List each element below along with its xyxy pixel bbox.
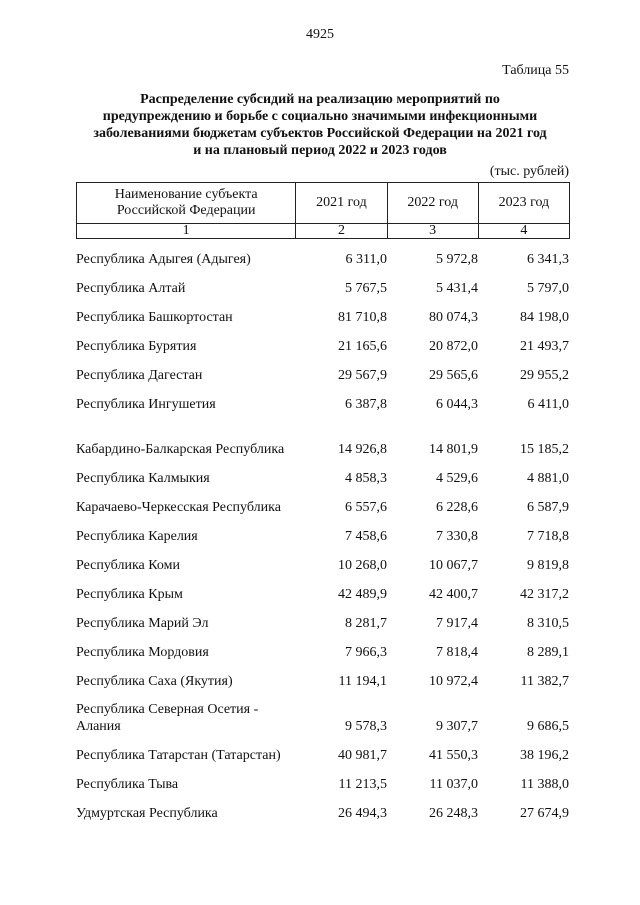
- table-row: [76, 633, 570, 662]
- value-2022: 11 037,0: [429, 777, 478, 792]
- region-name: Карачаево-Черкесская Республика: [76, 500, 281, 515]
- document-title: [70, 91, 570, 159]
- table-row: [76, 298, 570, 327]
- table-row: [76, 327, 570, 356]
- value-2023: 11 382,7: [520, 674, 569, 689]
- region-name: Республика Тыва: [76, 777, 179, 792]
- value-2021: 21 165,6: [338, 339, 387, 354]
- value-2022: 29 565,6: [429, 368, 478, 383]
- value-2022: 26 248,3: [429, 806, 478, 821]
- region-name: Республика Северная Осетия - Алания: [76, 702, 259, 734]
- value-2022: 9 307,7: [436, 719, 478, 734]
- value-2021: 11 194,1: [338, 674, 387, 689]
- value-2023: 8 289,1: [527, 645, 569, 660]
- region-name: Удмуртская Республика: [76, 806, 218, 821]
- value-2023: 7 718,8: [527, 529, 569, 544]
- table-row: [76, 575, 570, 604]
- table-row: [76, 546, 570, 575]
- value-2021: 29 567,9: [338, 368, 387, 383]
- value-2021: 6 311,0: [345, 252, 387, 267]
- value-2023: 6 341,3: [527, 252, 569, 267]
- value-2022: 10 067,7: [429, 558, 478, 573]
- value-2023: 84 198,0: [520, 310, 569, 325]
- value-2023: 4 881,0: [527, 471, 569, 486]
- value-2023: 42 317,2: [520, 587, 569, 602]
- header-row: [77, 183, 570, 224]
- region-name: Республика Марий Эл: [76, 616, 209, 631]
- value-2023: 21 493,7: [520, 339, 569, 354]
- region-name: Республика Крым: [76, 587, 183, 602]
- header-number-row: [77, 224, 570, 239]
- value-2021: 11 213,5: [338, 777, 387, 792]
- title-line: Распределение субсидий на реализацию мероприятий по: [140, 92, 500, 107]
- title-line: заболеваниями бюджетам субъектов Российской Федерации на 2021 год: [93, 126, 547, 141]
- value-2022: 7 917,4: [436, 616, 478, 631]
- value-2022: 7 330,8: [436, 529, 478, 544]
- region-name: Республика Алтай: [76, 281, 186, 296]
- table-header: [76, 182, 570, 239]
- value-2023: 8 310,5: [527, 616, 569, 631]
- region-name: Республика Саха (Якутия): [76, 674, 233, 689]
- value-2021: 8 281,7: [345, 616, 387, 631]
- header-col-number-4: 4: [478, 224, 569, 239]
- value-2021: 42 489,9: [338, 587, 387, 602]
- value-2023: 15 185,2: [520, 442, 569, 457]
- region-name: Республика Адыгея (Адыгея): [76, 252, 251, 267]
- units-label: (тыс. рублей): [489, 164, 569, 179]
- value-2023: 6 411,0: [527, 397, 569, 412]
- table-row: [76, 414, 570, 459]
- header-col-number-1: 1: [77, 224, 296, 239]
- value-2021: 7 966,3: [345, 645, 387, 660]
- header-2022: 2022 год: [387, 183, 478, 224]
- header-name-line1: Наименование субъекта: [114, 187, 258, 202]
- value-2023: 27 674,9: [520, 806, 569, 821]
- table-row: [76, 385, 570, 414]
- value-2021: 9 578,3: [345, 719, 387, 734]
- value-2022: 6 228,6: [436, 500, 478, 515]
- region-name: Республика Мордовия: [76, 645, 209, 660]
- region-name: Республика Калмыкия: [76, 471, 210, 486]
- table-row: [76, 736, 570, 765]
- value-2022: 41 550,3: [429, 748, 478, 763]
- value-2023: 9 819,8: [527, 558, 569, 573]
- value-2023: 11 388,0: [520, 777, 569, 792]
- value-2021: 5 767,5: [345, 281, 387, 296]
- table-row: [76, 269, 570, 298]
- header-name-cell: [77, 183, 296, 224]
- table-row: [76, 459, 570, 488]
- region-name: Кабардино-Балкарская Республика: [76, 442, 285, 457]
- header-2021: 2021 год: [296, 183, 387, 224]
- table-row: [76, 794, 570, 823]
- table-row: [76, 356, 570, 385]
- value-2021: 40 981,7: [338, 748, 387, 763]
- region-name: Республика Дагестан: [76, 368, 203, 383]
- region-name: Республика Коми: [76, 558, 180, 573]
- table-row: [76, 765, 570, 794]
- table-row: [76, 662, 570, 691]
- value-2023: 9 686,5: [527, 719, 569, 734]
- region-name: Республика Татарстан (Татарстан): [76, 748, 281, 763]
- region-name: Республика Карелия: [76, 529, 198, 544]
- value-2021: 7 458,6: [345, 529, 387, 544]
- header-col-number-2: 2: [296, 224, 387, 239]
- value-2022: 42 400,7: [429, 587, 478, 602]
- value-2022: 10 972,4: [429, 674, 478, 689]
- region-name: Республика Ингушетия: [76, 397, 216, 412]
- region-name: Республика Бурятия: [76, 339, 197, 354]
- value-2021: 6 557,6: [345, 500, 387, 515]
- value-2021: 6 387,8: [345, 397, 387, 412]
- value-2021: 4 858,3: [345, 471, 387, 486]
- title-line: и на плановый период 2022 и 2023 годов: [193, 143, 447, 158]
- value-2023: 38 196,2: [520, 748, 569, 763]
- value-2022: 5 431,4: [436, 281, 478, 296]
- value-2022: 4 529,6: [436, 471, 478, 486]
- value-2022: 80 074,3: [429, 310, 478, 325]
- value-2021: 14 926,8: [338, 442, 387, 457]
- table-row: [76, 691, 570, 736]
- value-2022: 5 972,8: [436, 252, 478, 267]
- value-2022: 7 818,4: [436, 645, 478, 660]
- value-2023: 6 587,9: [527, 500, 569, 515]
- page-number: 4925: [306, 27, 334, 42]
- value-2021: 26 494,3: [338, 806, 387, 821]
- table-label: Таблица 55: [502, 63, 569, 78]
- table-row: [76, 517, 570, 546]
- header-2023: 2023 год: [478, 183, 569, 224]
- header-name-line2: Российской Федерации: [116, 203, 256, 218]
- table-row: [76, 240, 570, 269]
- value-2023: 29 955,2: [520, 368, 569, 383]
- table-row: [76, 604, 570, 633]
- title-line: предупреждению и борьбе с социально значимыми инфекционными: [102, 109, 538, 124]
- value-2021: 10 268,0: [338, 558, 387, 573]
- value-2023: 5 797,0: [527, 281, 569, 296]
- header-col-number-3: 3: [387, 224, 478, 239]
- value-2022: 6 044,3: [436, 397, 478, 412]
- value-2022: 14 801,9: [429, 442, 478, 457]
- region-name: Республика Башкортостан: [76, 310, 233, 325]
- value-2022: 20 872,0: [429, 339, 478, 354]
- value-2021: 81 710,8: [338, 310, 387, 325]
- table-row: [76, 488, 570, 517]
- table-body: [76, 240, 570, 823]
